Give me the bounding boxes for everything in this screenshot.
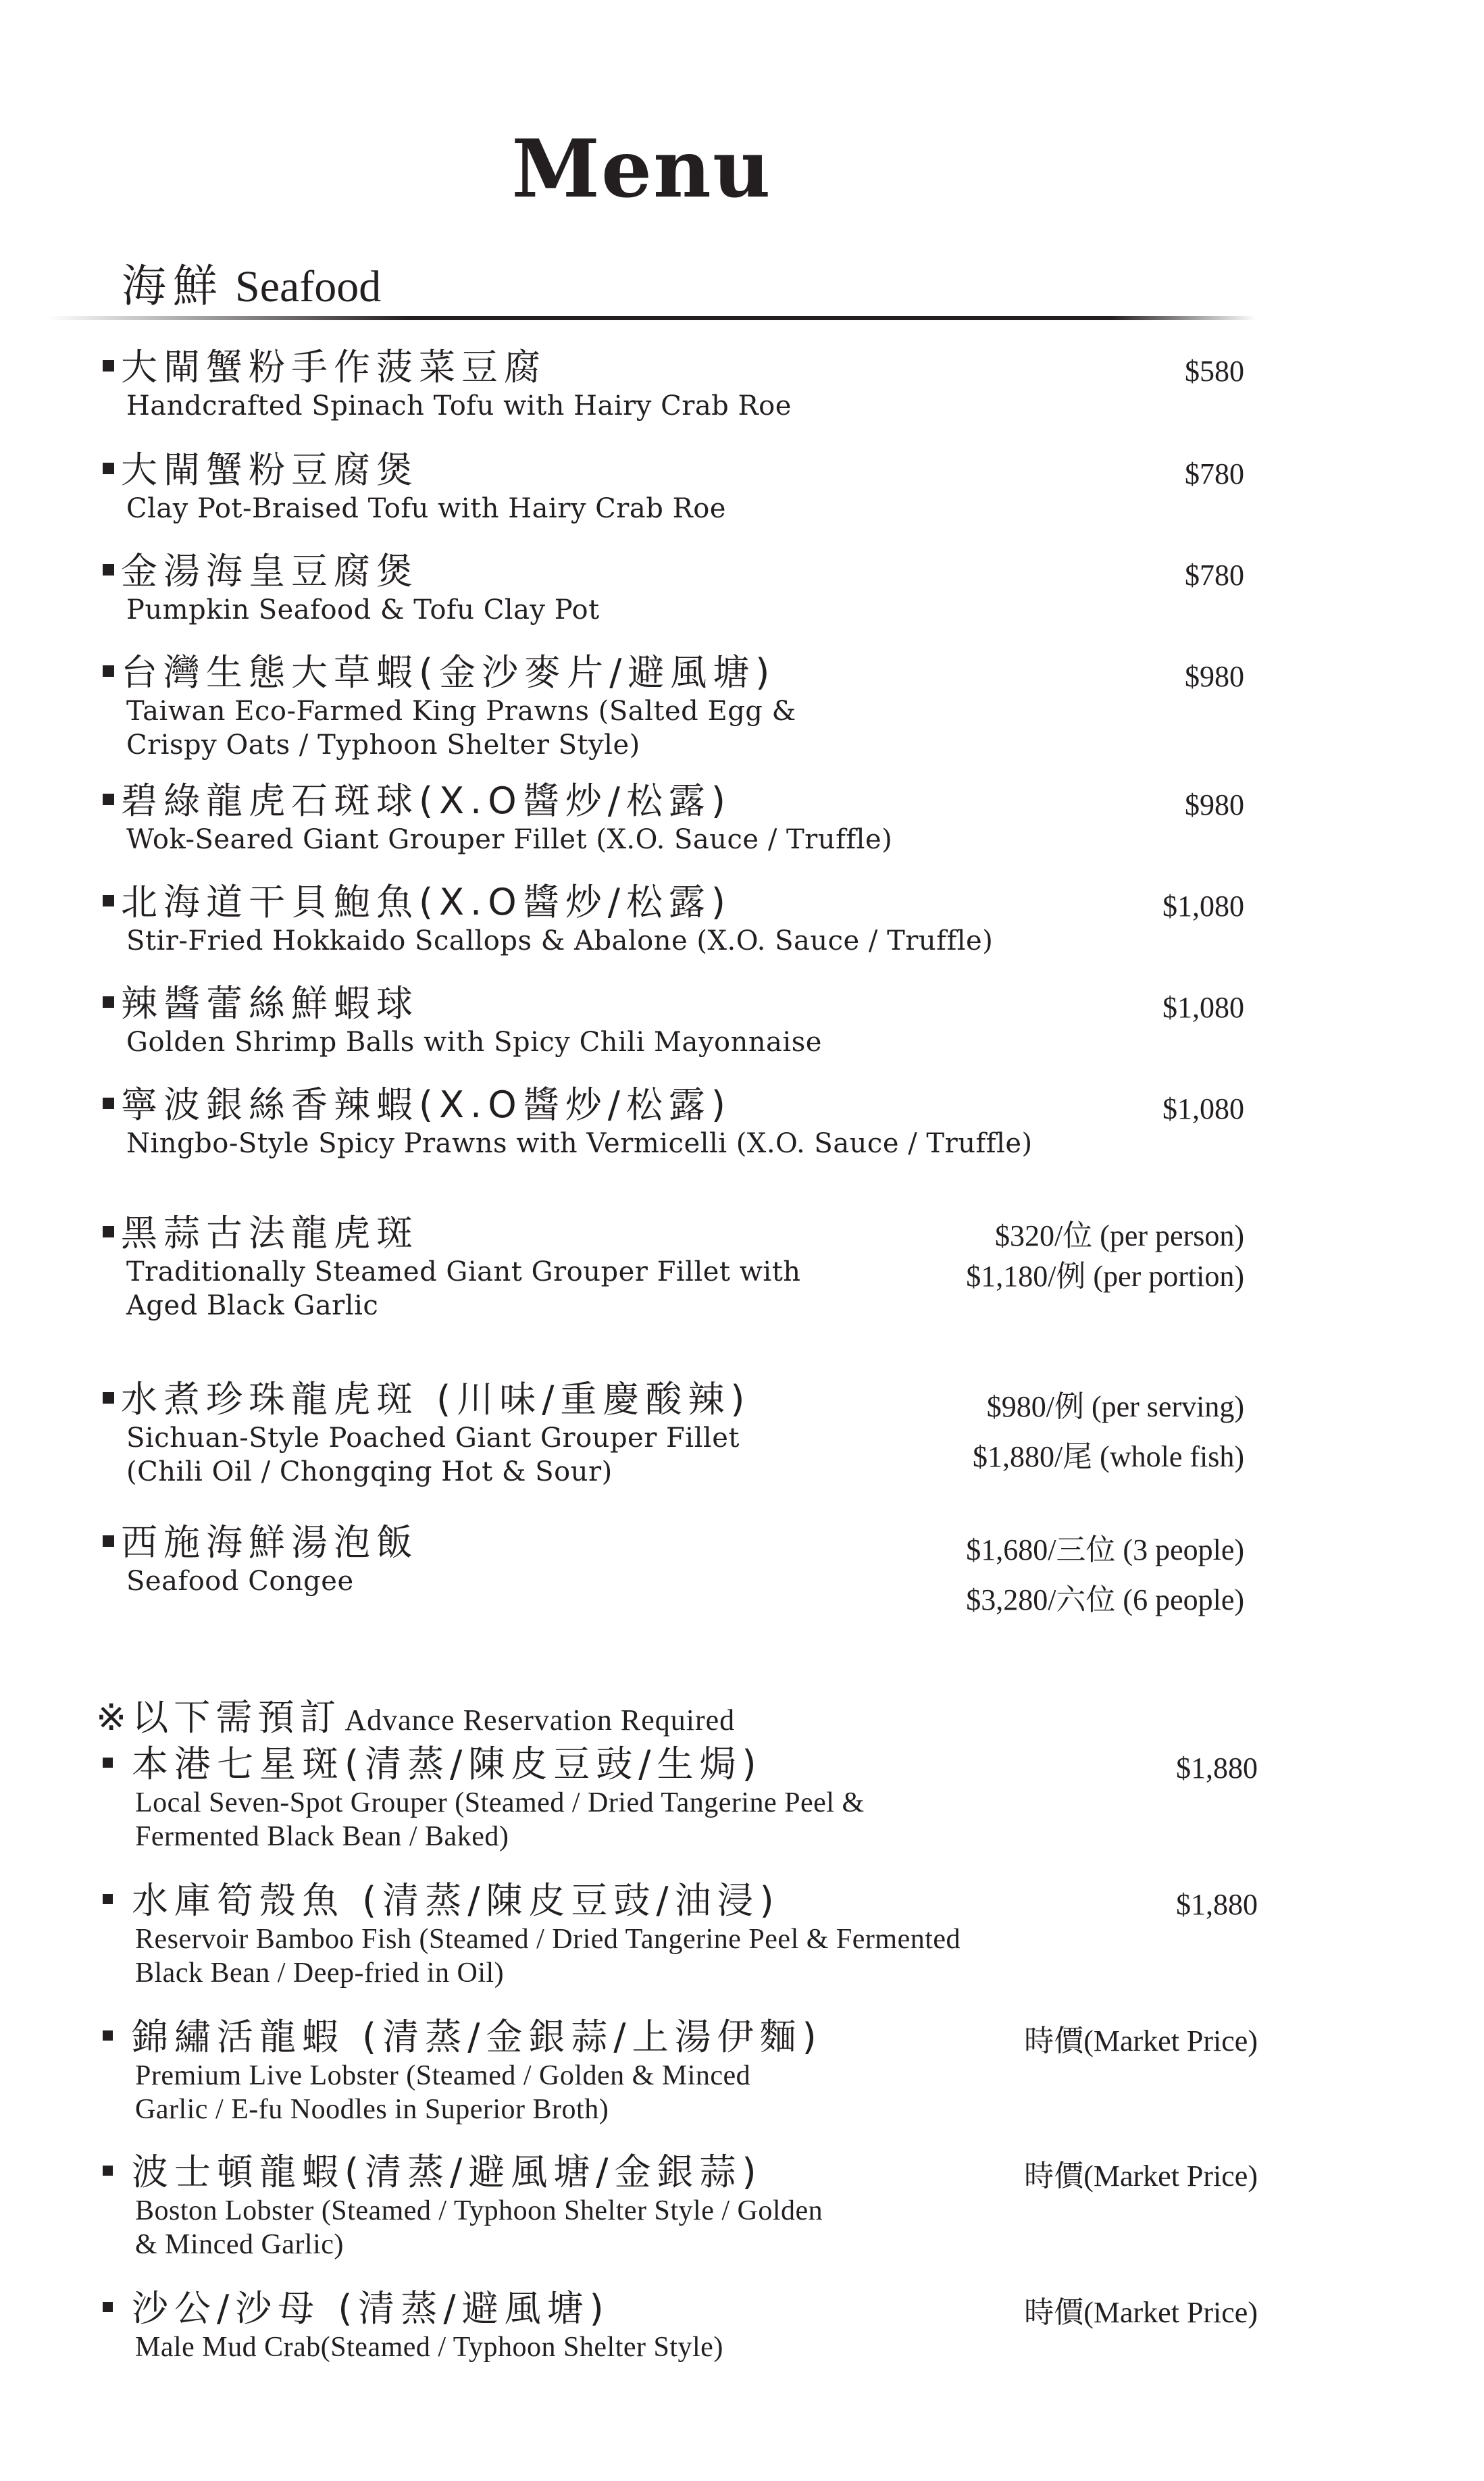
item-price: 時價(Market Price) <box>1024 2024 1258 2057</box>
item-name-zh: 碧綠龍虎石斑球(X.O醬炒/松露) <box>121 779 732 822</box>
bullet-icon <box>103 1894 113 1904</box>
menu-item <box>103 449 1258 526</box>
item-price-line: $1,680/三位 (3 people) <box>966 1533 1244 1566</box>
bullet-icon <box>103 1758 113 1768</box>
menu-item <box>103 651 1258 762</box>
item-name-en: & Minced Garlic) <box>135 2229 344 2260</box>
menu-item <box>103 1378 1258 1489</box>
item-name-en: Pumpkin Seafood & Tofu Clay Pot <box>126 594 600 625</box>
section-title <box>122 250 381 314</box>
reservation-heading-en: Advance Reservation Required <box>344 1704 736 1737</box>
reservation-heading-zh: ※以下需預訂 <box>96 1696 342 1739</box>
item-price-line: $1,880/尾 (whole fish) <box>972 1440 1244 1473</box>
item-name-zh: 大閘蟹粉手作菠菜豆腐 <box>121 346 546 388</box>
bullet-icon <box>103 665 114 677</box>
item-price: 時價(Market Price) <box>1024 2296 1258 2329</box>
item-name-zh: 北海道干貝鮑魚(X.O醬炒/松露) <box>121 881 732 923</box>
item-name-en: Seafood Congee <box>126 1566 354 1597</box>
menu-item <box>103 779 1258 856</box>
reservation-item <box>103 1879 1258 1990</box>
menu-item <box>103 346 1258 423</box>
bullet-icon <box>103 996 114 1008</box>
item-price-line: $1,180/例 (per portion) <box>966 1260 1244 1293</box>
item-name-zh: 水煮珍珠龍虎斑 (川味/重慶酸辣) <box>121 1378 751 1421</box>
item-price: $980 <box>1185 660 1244 693</box>
menu-item <box>103 550 1258 627</box>
menu-title: Menu <box>511 122 772 215</box>
reservation-item <box>103 1743 1258 1853</box>
item-name-en: Sichuan-Style Poached Giant Grouper Fillet <box>126 1423 740 1454</box>
bullet-icon <box>103 2030 113 2041</box>
item-price <box>966 1525 1244 1625</box>
item-price: $780 <box>1185 457 1244 490</box>
item-name-en: Reservoir Bamboo Fish (Steamed / Dried Tangerine Peel & Fermented <box>135 1924 961 1955</box>
item-name-en: Traditionally Steamed Giant Grouper Fillet with <box>126 1256 801 1287</box>
item-name-en: Male Mud Crab(Steamed / Typhoon Shelter Style) <box>135 2332 723 2363</box>
item-name-en: Black Bean / Deep-fried in Oil) <box>135 1958 505 1989</box>
item-name-zh: 波士頓龍蝦(清蒸/避風塘/金銀蒜) <box>132 2151 763 2193</box>
item-name-en: Stir-Fried Hokkaido Scallops & Abalone (X.O. Sauce / Truffle) <box>126 925 994 956</box>
bullet-icon <box>103 794 114 805</box>
menu-item <box>103 1212 1258 1323</box>
item-name-zh: 西施海鮮湯泡飯 <box>121 1521 419 1564</box>
item-name-zh: 錦繡活龍蝦 (清蒸/金銀蒜/上湯伊麵) <box>132 2016 823 2058</box>
item-price <box>973 1382 1244 1482</box>
reservation-heading <box>96 1689 735 1741</box>
bullet-icon <box>103 2302 113 2312</box>
reservation-item <box>103 2287 1258 2364</box>
item-name-zh: 大閘蟹粉豆腐煲 <box>121 449 419 491</box>
item-name-zh: 台灣生態大草蝦(金沙麥片/避風塘) <box>121 651 776 694</box>
item-price <box>966 1216 1244 1297</box>
item-name-en: Aged Black Garlic <box>126 1290 379 1321</box>
item-name-zh: 黑蒜古法龍虎斑 <box>121 1212 419 1254</box>
item-name-en: Handcrafted Spinach Tofu with Hairy Crab Roe <box>126 390 792 421</box>
section-title-zh: 海鮮 <box>122 262 224 311</box>
reservation-item <box>103 2151 1258 2261</box>
item-name-en: Golden Shrimp Balls with Spicy Chili Mayonnaise <box>126 1027 822 1058</box>
item-name-zh: 沙公/沙母 (清蒸/避風塘) <box>132 2287 610 2330</box>
item-name-zh: 寧波銀絲香辣蝦(X.O醬炒/松露) <box>121 1083 732 1126</box>
bullet-icon <box>103 1392 114 1404</box>
menu-item <box>103 982 1258 1059</box>
item-name-zh: 辣醬蕾絲鮮蝦球 <box>121 982 419 1025</box>
item-price-line: $980/例 (per serving) <box>986 1390 1244 1423</box>
item-name-en: Ningbo-Style Spicy Prawns with Vermicelli (X.O. Sauce / Truffle) <box>126 1128 1033 1159</box>
item-price: $580 <box>1185 355 1244 388</box>
item-name-en: Taiwan Eco-Farmed King Prawns (Salted Egg & <box>126 696 796 727</box>
bullet-icon <box>103 360 114 372</box>
bullet-icon <box>103 1535 114 1547</box>
section-title-en: Seafood <box>235 262 382 311</box>
bullet-icon <box>103 2166 113 2176</box>
item-name-en: Garlic / E-fu Noodles in Superior Broth) <box>135 2094 609 2125</box>
item-price: $1,880 <box>1176 1888 1258 1921</box>
item-name-en: Premium Live Lobster (Steamed / Golden & Minced <box>135 2060 751 2091</box>
item-price: $980 <box>1185 788 1244 821</box>
item-price-line: $320/位 (per person) <box>994 1219 1244 1252</box>
bullet-icon <box>103 1226 114 1237</box>
menu-item <box>103 1083 1258 1160</box>
menu-item <box>103 1521 1258 1616</box>
bullet-icon <box>103 895 114 906</box>
item-price: $1,880 <box>1176 1751 1258 1785</box>
item-price: $1,080 <box>1162 1092 1244 1125</box>
item-price: $1,080 <box>1162 890 1244 923</box>
bullet-icon <box>103 564 114 576</box>
item-name-zh: 本港七星斑(清蒸/陳皮豆豉/生焗) <box>132 1743 763 1785</box>
item-price: 時價(Market Price) <box>1024 2159 1258 2193</box>
item-name-en: Local Seven-Spot Grouper (Steamed / Dried Tangerine Peel & <box>135 1787 865 1818</box>
item-name-en: (Chili Oil / Chongqing Hot & Sour) <box>126 1456 613 1487</box>
item-name-zh: 金湯海皇豆腐煲 <box>121 550 419 592</box>
item-price: $780 <box>1185 559 1244 592</box>
item-price-line: $3,280/六位 (6 people) <box>966 1583 1244 1616</box>
item-name-en: Fermented Black Bean / Baked) <box>135 1821 509 1852</box>
item-name-en: Clay Pot-Braised Tofu with Hairy Crab Roe <box>126 493 726 524</box>
item-price: $1,080 <box>1162 991 1244 1024</box>
bullet-icon <box>103 1098 114 1109</box>
section-divider <box>47 316 1256 320</box>
item-name-en: Boston Lobster (Steamed / Typhoon Shelter Style / Golden <box>135 2195 823 2226</box>
menu-item <box>103 881 1258 958</box>
item-name-en: Wok-Seared Giant Grouper Fillet (X.O. Sauce / Truffle) <box>126 824 893 855</box>
item-name-zh: 水庫筍殼魚 (清蒸/陳皮豆豉/油浸) <box>132 1879 780 1922</box>
item-name-en: Crispy Oats / Typhoon Shelter Style) <box>126 730 640 761</box>
bullet-icon <box>103 463 114 474</box>
reservation-item <box>103 2016 1258 2126</box>
